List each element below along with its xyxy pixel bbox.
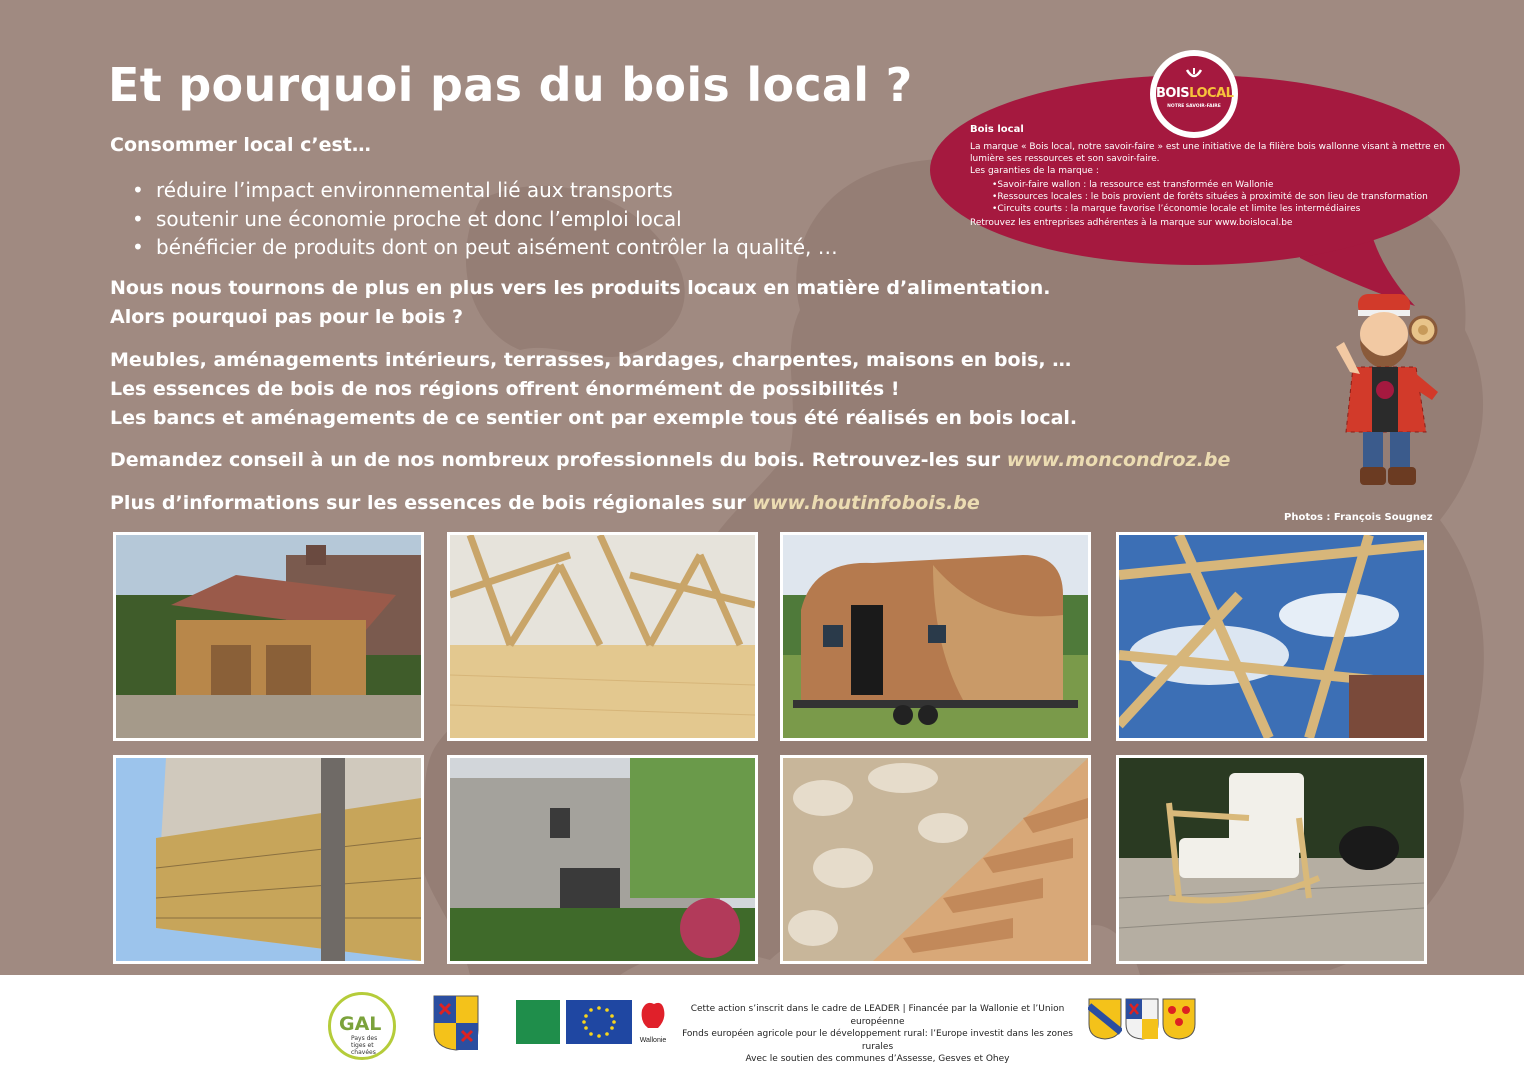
advice-text: Demandez conseil à un de nos nombreux professionnels du bois. Retrouvez-les sur xyxy=(110,449,1007,471)
moncondroz-link[interactable]: www.moncondroz.be xyxy=(1006,449,1231,471)
logo-wordmark xyxy=(1156,86,1232,101)
bubble-intro: La marque « Bois local, notre savoir-faire » est une initiative de la filière bois wallonne visant à mettre en lumière ses ressources et son savoir-faire. xyxy=(970,142,1445,164)
funding-line: Avec le soutien des communes d’Assesse, Gesves et Ohey xyxy=(745,1054,1010,1064)
guarantee-item: • Savoir-faire wallon : la ressource est transformée en Wallonie xyxy=(992,179,1450,191)
photo-wooden-house xyxy=(447,755,758,964)
paragraph-line: Alors pourquoi pas pour le bois ? xyxy=(110,306,464,328)
photo-tiny-house xyxy=(780,532,1091,741)
photo-wooden-barn xyxy=(113,532,424,741)
logo-tagline: NOTRE SAVOIR-FAIRE xyxy=(1167,104,1221,109)
leader-logo xyxy=(516,1000,560,1044)
logo-disc xyxy=(1156,56,1232,132)
funding-line: Fonds européen agricole pour le développement rural: l’Europe investit dans les zones rurales xyxy=(682,1029,1073,1052)
funding-text xyxy=(675,1003,1080,1066)
info-text: Plus d’informations sur les essences de bois régionales sur xyxy=(110,492,753,514)
benefit-item: • bénéficier de produits dont on peut aisément contrôler la qualité, … xyxy=(132,233,838,262)
bubble-guarantees-label: Les garanties de la marque : xyxy=(970,166,1099,176)
paragraph-line: Nous nous tournons de plus en plus vers les produits locaux en matière d’alimentation. xyxy=(110,277,1051,299)
intro-text: Consommer local c’est… xyxy=(110,134,371,156)
benefit-item: • soutenir une économie proche et donc l’emploi local xyxy=(132,205,838,234)
gal-logo xyxy=(328,992,396,1060)
paragraph-line: Les essences de bois de nos régions offrent énormément de possibilités ! xyxy=(110,378,900,400)
bubble-content xyxy=(970,124,1450,229)
local-food-paragraph xyxy=(110,274,1051,332)
gal-subtitle: Pays des tiges et chavées xyxy=(351,1035,378,1056)
paragraph-line: Meubles, aménagements intérieurs, terrasses, bardages, charpentes, maisons en bois, … xyxy=(110,349,1072,371)
photo-wooden-armchair xyxy=(1116,755,1427,964)
gesves-coat-of-arms-icon xyxy=(1125,998,1159,1040)
photo-wood-lattice-interior xyxy=(447,532,758,741)
bubble-guarantees-list xyxy=(970,179,1450,215)
bubble-title: Bois local xyxy=(970,124,1024,135)
benefits-list xyxy=(132,176,838,262)
wallonie-rooster-icon xyxy=(636,998,670,1046)
ohey-coat-of-arms-icon xyxy=(1162,998,1196,1040)
photo-roof-framing xyxy=(1116,532,1427,741)
guarantee-item: • Circuits courts : la marque favorise l’économie locale et limite les intermédiaires xyxy=(992,203,1450,215)
logo-word-bois: BOIS xyxy=(1156,86,1190,101)
page-title: Et pourquoi pas du bois local ? xyxy=(108,58,913,112)
funding-line: Cette action s’inscrit dans le cadre de LEADER | Financée par la Wallonie et l’Union européenne xyxy=(690,1004,1065,1027)
benefit-item: • réduire l’impact environnemental lié aux transports xyxy=(132,176,838,205)
logo-word-local: LOCAL xyxy=(1189,86,1234,101)
lumberjack-mascot xyxy=(1328,292,1478,492)
province-coat-of-arms-icon xyxy=(432,994,480,1052)
eu-flag-icon xyxy=(566,1000,632,1044)
photo-credit: Photos : François Sougnez xyxy=(1284,512,1433,523)
houtinfobois-link[interactable]: www.houtinfobois.be xyxy=(752,492,980,514)
smile-icon xyxy=(1185,68,1203,80)
paragraph-line: Les bancs et aménagements de ce sentier ont par exemple tous été réalisés en bois local. xyxy=(110,407,1078,429)
bois-local-logo xyxy=(1150,50,1238,138)
bubble-footer: Retrouvez les entreprises adhérentes à la marque sur www.boislocal.be xyxy=(970,218,1293,228)
photo-wood-cladding xyxy=(113,755,424,964)
guarantee-item: • Ressources locales : le bois provient de forêts situées à proximité de son lieu de transformation xyxy=(992,191,1450,203)
wallonie-label: Wallonie xyxy=(639,1037,667,1044)
wood-uses-paragraph xyxy=(110,346,1077,433)
assesse-coat-of-arms-icon xyxy=(1088,998,1122,1040)
info-line xyxy=(110,489,980,518)
advice-line xyxy=(110,446,1230,475)
gal-wordmark: GAL xyxy=(339,1013,382,1035)
photo-wooden-stairs xyxy=(780,755,1091,964)
